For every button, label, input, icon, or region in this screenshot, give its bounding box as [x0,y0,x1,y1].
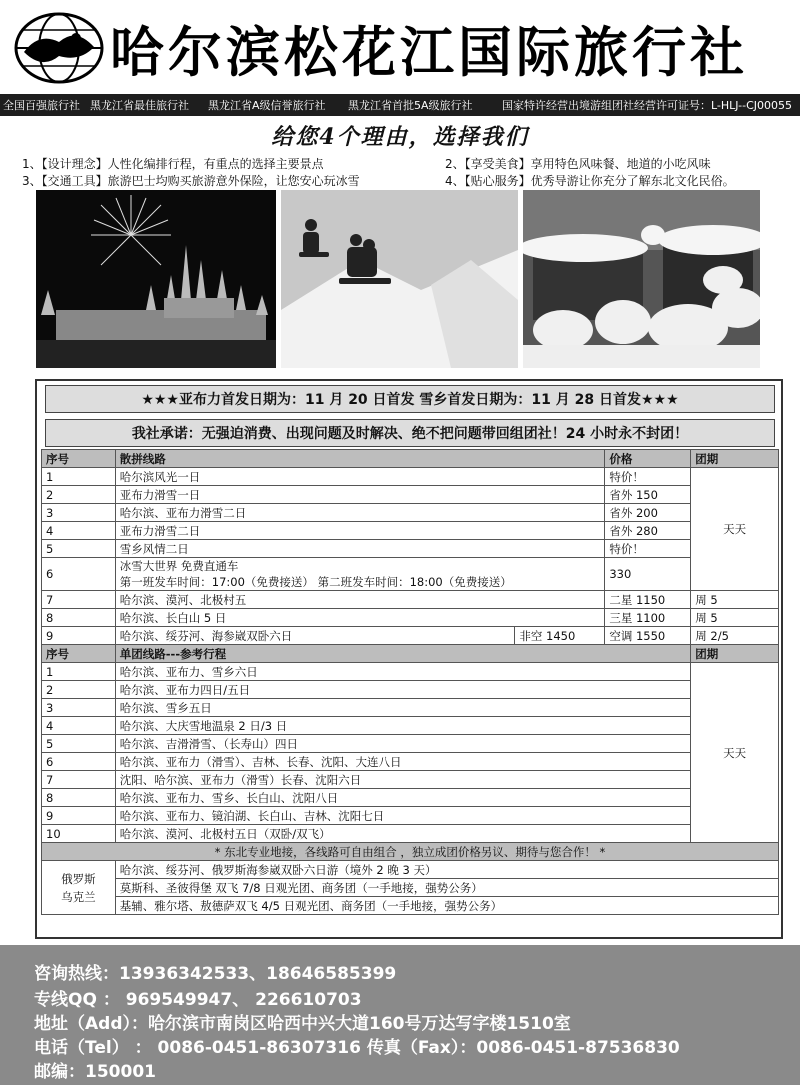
row-route: 哈尔滨、雪乡五日 [115,699,690,717]
intl-label [42,861,116,915]
row-route: 哈尔滨、亚布力、雪乡六日 [115,663,690,681]
row-schedule: 天天 [691,663,779,843]
header-no: 序号 [42,450,116,468]
row-no: 7 [42,771,116,789]
table-row [42,627,779,645]
row-no: 3 [42,504,116,522]
table-row [42,861,779,879]
photo-sledding [281,190,518,368]
row-schedule: 周 2/5 [691,627,779,645]
header-price: 价格 [605,450,691,468]
row-schedule: 天天 [691,468,779,591]
row-no: 8 [42,609,116,627]
row-no: 8 [42,789,116,807]
row-route: 沈阳、哈尔滨、亚布力（滑雪）长春、沈阳六日 [115,771,690,789]
table-row [42,468,779,486]
row-route: 哈尔滨、亚布力、镜泊湖、长白山、吉林、沈阳七日 [115,807,690,825]
row-price: 省外 280 [605,522,691,540]
row-route: 哈尔滨、亚布力四日/五日 [115,681,690,699]
row-route: 哈尔滨、漠河、北极村五日（双卧/双飞） [115,825,690,843]
row-no: 1 [42,663,116,681]
postcode-line: 邮编：150001 [34,1062,156,1082]
table-row [42,522,779,540]
phone-line: 电话（Tel） ： 0086-0451-86307316 传真（Fax）：0086-0451-87536830 [34,1038,680,1058]
row-route: 哈尔滨、亚布力滑雪二日 [115,504,605,522]
departure-notice: ★★★亚布力首发日期为：11 月 20 日首发 雪乡首发日期为：11 月 28 日首发★★★ [45,385,775,413]
table-row [42,771,779,789]
intl-label-line: 乌克兰 [61,889,96,904]
row-route: 哈尔滨、亚布力、雪乡、长白山、沈阳八日 [115,789,690,807]
row-no: 6 [42,558,116,591]
group-header-row [42,645,779,663]
row-no: 4 [42,522,116,540]
row-no: 4 [42,717,116,735]
row-price: 省外 150 [605,486,691,504]
row-schedule: 周 5 [691,591,779,609]
row-price: 二星 1150 [605,591,691,609]
table-row [42,825,779,843]
table-row [42,609,779,627]
table-row [42,789,779,807]
row-no: 2 [42,681,116,699]
row-route: 哈尔滨、长白山 5 日 [115,609,605,627]
row-route [115,558,605,591]
company-name: 哈尔滨松花江国际旅行社 [110,21,748,84]
ice-castle-image-icon [36,190,276,368]
sledding-image-icon [281,190,518,368]
address-line: 地址（Add）：哈尔滨市南岗区哈西中兴大道160号万达写字楼1510室 [34,1014,571,1034]
row-no: 9 [42,627,116,645]
row-price: 特价！ [605,540,691,558]
company-logo-icon [14,12,104,84]
banner-item: 黑龙江省A级信誉旅行社 [208,99,326,112]
table-row [42,558,779,591]
table-row [42,504,779,522]
row-no: 9 [42,807,116,825]
header-route: 单团线路---参考行程 [115,645,690,663]
reason-2: 2、【享受美食】享用特色风味餐、地道的小吃风味 [445,157,711,171]
photo-ice-castle [36,190,276,368]
row-route: 哈尔滨、亚布力（滑雪）、吉林、长春、沈阳、大连八日 [115,753,690,771]
note-row [42,843,779,861]
header-no: 序号 [42,645,116,663]
row-route: 亚布力滑雪二日 [115,522,605,540]
row-route: 莫斯科、圣彼得堡 双飞 7/8 日观光团、商务团（一手地接，强势公务） [115,879,778,897]
row-price: 省外 200 [605,504,691,522]
row-no: 7 [42,591,116,609]
credentials-banner [0,94,800,116]
row-route: 哈尔滨、吉滑滑雪、（长寿山）四日 [115,735,690,753]
row-no: 5 [42,540,116,558]
intl-label-line: 俄罗斯 [61,871,96,886]
routes-panel [35,379,783,939]
slogan: 给您4个理由，选择我们 [271,124,529,150]
photo-snow-village [523,190,760,368]
banner-item: 黑龙江省首批5A级旅行社 [348,99,473,112]
header-route: 散拼线路 [115,450,605,468]
banner-item: 黑龙江省最佳旅行社 [90,99,189,112]
row-route: 基辅、雅尔塔、敖德萨双飞 4/5 日观光团、商务团（一手地接，强势公务） [115,897,778,915]
row-route: 哈尔滨、漠河、北极村五 [115,591,605,609]
row-route: 亚布力滑雪一日 [115,486,605,504]
promise-notice: 我社承诺：无强迫消费、出现问题及时解决、绝不把问题带回组团社！24 小时永不封团！ [45,419,775,447]
row-route: 哈尔滨风光一日 [115,468,605,486]
table-row [42,879,779,897]
row-no: 10 [42,825,116,843]
row-no: 6 [42,753,116,771]
row-route-line2: 第一班发车时间：17:00（免费接送） 第二班发车时间：18:00（免费接送） [119,575,512,589]
table-row [42,540,779,558]
row-price: 特价！ [605,468,691,486]
row-route-line1: 冰雪大世界 免费直通车 [119,559,239,573]
table-header-row [42,450,779,468]
banner-item: 全国百强旅行社 [3,99,80,112]
reason-1: 1、【设计理念】人性化编排行程，有重点的选择主要景点 [22,157,324,171]
row-no: 3 [42,699,116,717]
row-price: 空调 1550 [605,627,691,645]
routes-table [41,449,779,915]
header-schedule: 团期 [691,450,779,468]
table-row [42,753,779,771]
cooperation-note: * 东北专业地接，各线路可自由组合 ，独立成团价格另议、期待与您合作！ * [42,843,779,861]
table-row [42,663,779,681]
row-route: 哈尔滨、大庆雪地温泉 2 日/3 日 [115,717,690,735]
row-route: 哈尔滨、绥芬河、海参崴双卧六日 [115,627,515,645]
row-price: 非空 1450 [515,627,605,645]
table-row [42,486,779,504]
row-route: 哈尔滨、绥芬河、俄罗斯海参崴双卧六日游（境外 2 晚 3 天） [115,861,778,879]
table-row [42,897,779,915]
reason-4: 4、【贴心服务】优秀导游让你充分了解东北文化民俗。 [445,174,735,188]
row-no: 2 [42,486,116,504]
row-no: 5 [42,735,116,753]
row-no: 1 [42,468,116,486]
reason-3: 3、【交通工具】旅游巴士均购买旅游意外保险，让您安心玩冰雪 [22,174,360,188]
row-schedule: 周 5 [691,609,779,627]
table-row [42,681,779,699]
qq-line: 专线QQ ： 969549947、 226610703 [34,990,362,1010]
row-price: 330 [605,558,691,591]
header-schedule: 团期 [691,645,779,663]
hotline: 咨询热线：13936342533、18646585399 [34,964,397,984]
contact-footer [0,945,800,1085]
header [0,0,800,92]
row-price: 三星 1100 [605,609,691,627]
row-route: 雪乡风情二日 [115,540,605,558]
banner-item: 国家特许经营出境游组团社经营许可证号：L-HLJ--CJ00055 [502,99,793,112]
snow-village-image-icon [523,190,760,368]
table-row [42,807,779,825]
table-row [42,591,779,609]
table-row [42,735,779,753]
table-row [42,717,779,735]
table-row [42,699,779,717]
